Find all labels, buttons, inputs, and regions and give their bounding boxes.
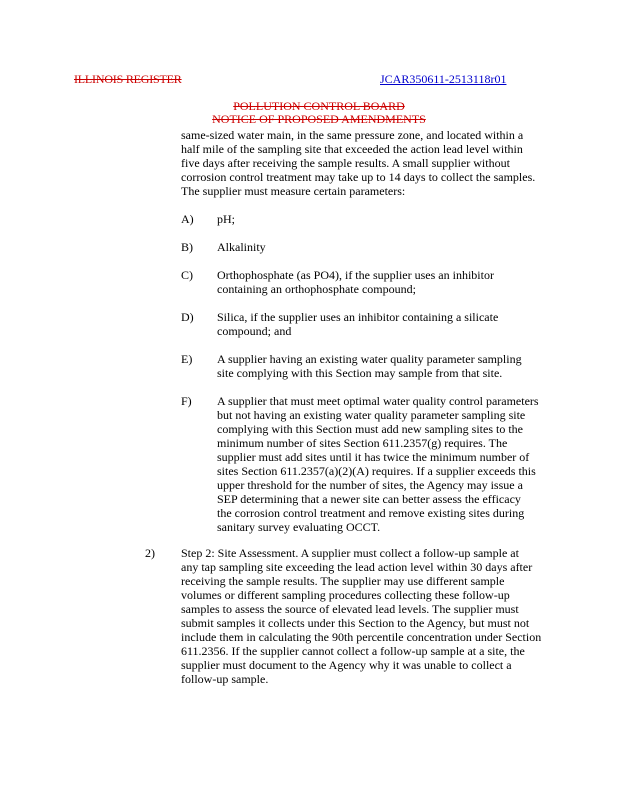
step2-line: receiving the sample results. The supplier may use different sample xyxy=(181,574,505,588)
item-letter: A) xyxy=(181,212,194,226)
notice-header xyxy=(0,100,618,126)
step2-line: supplier must document to the Agency why it was unable to collect a xyxy=(181,658,512,672)
item-text xyxy=(217,212,235,226)
intro-line: corrosion control treatment may take up to 14 days to collect the samples. xyxy=(181,170,536,184)
intro-line: half mile of the sampling site that exceeded the action lead level within xyxy=(181,142,523,156)
item-text xyxy=(217,394,539,534)
step-number: 2) xyxy=(145,546,155,560)
item-line: A supplier having an existing water quality parameter sampling xyxy=(217,352,522,366)
step2-paragraph xyxy=(181,546,541,686)
item-text xyxy=(217,310,498,338)
item-line: but not having an existing water quality parameter sampling site xyxy=(217,408,526,422)
item-line: upper threshold for the number of sites, the Agency may issue a xyxy=(217,478,523,492)
step2-line: volumes or different sampling procedures collecting these follow-up xyxy=(181,588,510,602)
intro-line: same-sized water main, in the same pressure zone, and located within a xyxy=(181,128,524,142)
item-line: sites Section 611.2357(a)(2)(A) requires. If a supplier exceeds this xyxy=(217,464,536,478)
docket-link[interactable]: JCAR350611-2513118r01 xyxy=(380,72,507,86)
item-text xyxy=(217,240,266,254)
item-text xyxy=(217,352,522,380)
board-title: POLLUTION CONTROL BOARD xyxy=(233,99,405,113)
register-header: ILLINOIS REGISTER xyxy=(74,72,182,86)
item-line: Silica, if the supplier uses an inhibitor containing a silicate xyxy=(217,310,499,324)
item-line: containing an orthophosphate compound; xyxy=(217,282,416,296)
intro-line: The supplier must measure certain parameters: xyxy=(181,184,406,198)
step2-line: follow-up sample. xyxy=(181,672,269,686)
item-line: complying with this Section must add new sampling sites to the xyxy=(217,422,523,436)
item-letter: C) xyxy=(181,268,193,282)
item-line: pH; xyxy=(217,212,235,226)
item-letter: E) xyxy=(181,352,193,366)
item-line: Alkalinity xyxy=(217,240,266,254)
item-line: Orthophosphate (as PO4), if the supplier uses an inhibitor xyxy=(217,268,494,282)
intro-line: five days after receiving the sample results. A small supplier without xyxy=(181,156,510,170)
item-line: the corrosion control treatment and remove existing sites during xyxy=(217,506,525,520)
notice-title: NOTICE OF PROPOSED AMENDMENTS xyxy=(212,112,426,126)
intro-paragraph xyxy=(181,128,535,198)
step2-line: include them in calculating the 90th percentile concentration under Section xyxy=(181,630,542,644)
step2-line: submit samples it collects under this Section to the Agency, but must not xyxy=(181,616,530,630)
item-line: SEP determining that a newer site can better assess the efficacy xyxy=(217,492,521,506)
step2-line: samples to assess the source of elevated lead levels. The supplier must xyxy=(181,602,519,616)
item-text xyxy=(217,268,494,296)
step2-line: 611.2356. If the supplier cannot collect a follow-up sample at a site, the xyxy=(181,644,525,658)
item-line: supplier must add sites until it has twice the minimum number of xyxy=(217,450,530,464)
step2-line: Step 2: Site Assessment. A supplier must collect a follow-up sample at xyxy=(181,546,519,560)
item-line: sanitary survey evaluating OCCT. xyxy=(217,520,381,534)
item-line: minimum number of sites Section 611.2357(g) requires. The xyxy=(217,436,508,450)
item-line: A supplier that must meet optimal water quality control parameters xyxy=(217,394,539,408)
item-line: compound; and xyxy=(217,324,292,338)
item-line: site complying with this Section may sample from that site. xyxy=(217,366,503,380)
step2-line: any tap sampling site exceeding the lead action level within 30 days after xyxy=(181,560,533,574)
item-letter: B) xyxy=(181,240,193,254)
item-letter: F) xyxy=(181,394,192,408)
item-letter: D) xyxy=(181,310,194,324)
